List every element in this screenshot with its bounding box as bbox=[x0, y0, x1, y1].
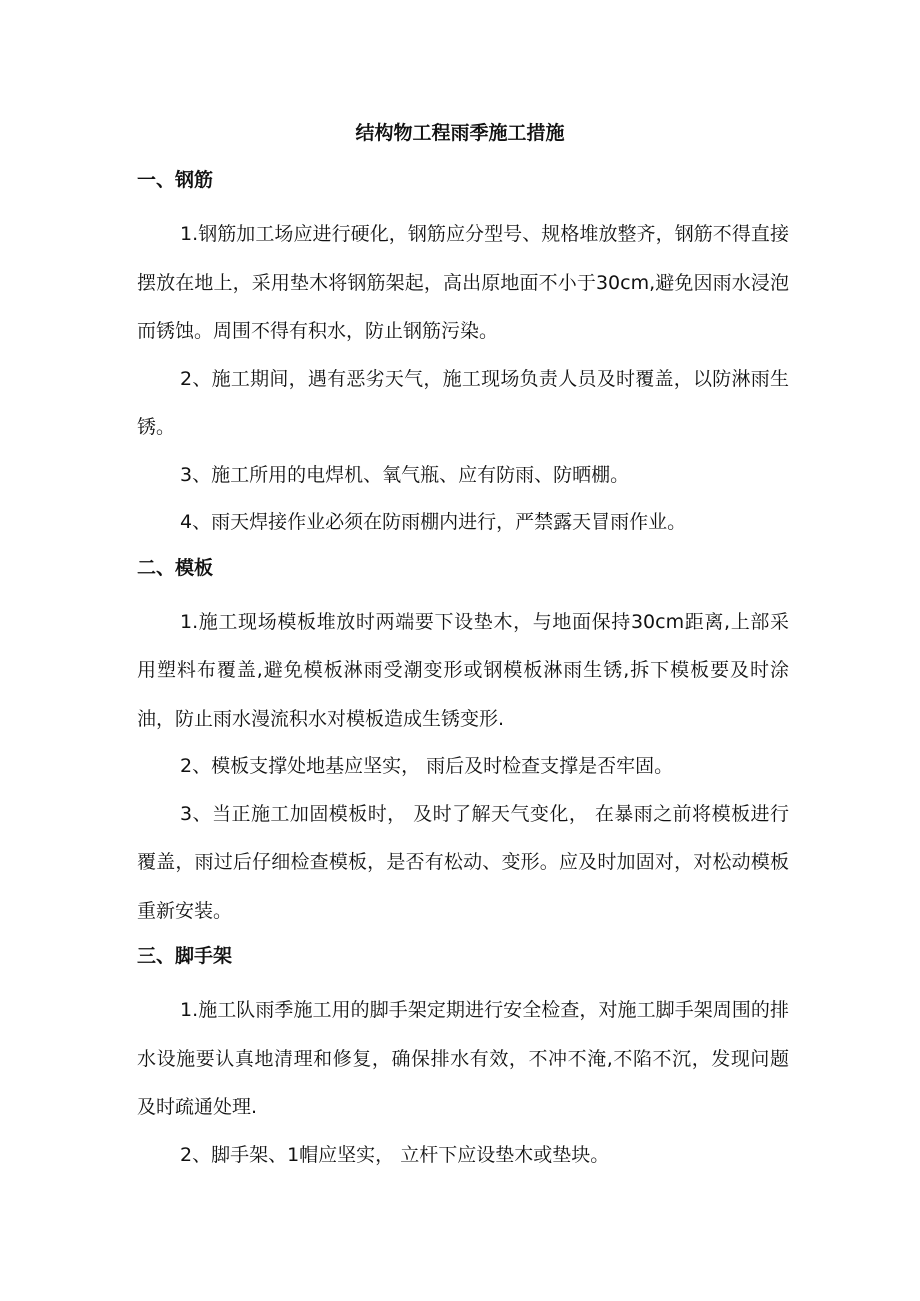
document-body bbox=[137, 164, 789, 1178]
paragraph: 1.钢筋加工场应进行硬化，钢筋应分型号、规格堆放整齐，钢筋不得直接摆放在地上，采用垫木将钢筋架起，高出原地面不小于30cm,避免因雨水浸泡而锈蚀。周围不得有积水，防止钢筋污染。 bbox=[137, 223, 789, 342]
paragraph: 2、模板支撑处地基应坚实， 雨后及时检查支撑是否牢固。 bbox=[180, 755, 674, 777]
section-scaffolding bbox=[137, 940, 789, 1179]
paragraph: 1.施工队雨季施工用的脚手架定期进行安全检查，对施工脚手架周围的排水设施要认真地清理和修复，确保排水有效，不冲不淹,不陷不沉，发现问题及时疏通处理. bbox=[137, 999, 789, 1118]
paragraph: 3、当正施工加固模板时， 及时了解天气变化， 在暴雨之前将模板进行覆盖，雨过后仔细检查模板，是否有松动、变形。应及时加固对，对松动模板重新安装。 bbox=[137, 802, 789, 922]
section-rebar bbox=[137, 164, 789, 547]
section-formwork bbox=[137, 552, 789, 936]
section-heading: 三、脚手架 bbox=[137, 945, 233, 967]
section-heading: 二、模板 bbox=[137, 556, 214, 579]
document-title: 结构物工程雨季施工措施 bbox=[355, 122, 565, 144]
paragraph: 3、施工所用的电焊机、氧气瓶、应有防雨、防晒棚。 bbox=[180, 463, 630, 486]
paragraph: 2、脚手架、1帽应坚实， 立杆下应设垫木或垫块。 bbox=[180, 1143, 610, 1166]
paragraph: 2、施工期间，遇有恶劣天气，施工现场负责人员及时覆盖，以防淋雨生锈。 bbox=[137, 367, 789, 438]
section-heading: 一、钢筋 bbox=[137, 169, 214, 191]
paragraph: 1.施工现场模板堆放时两端要下设垫木，与地面保持30cm距离,上部采用塑料布覆盖,避免模板淋雨受潮变形或钢模板淋雨生锈,拆下模板要及时涂油，防止雨水漫流积水对模板造成生锈变形. bbox=[137, 610, 789, 730]
paragraph: 4、雨天焊接作业必须在防雨棚内进行，严禁露天冒雨作业。 bbox=[180, 511, 687, 533]
